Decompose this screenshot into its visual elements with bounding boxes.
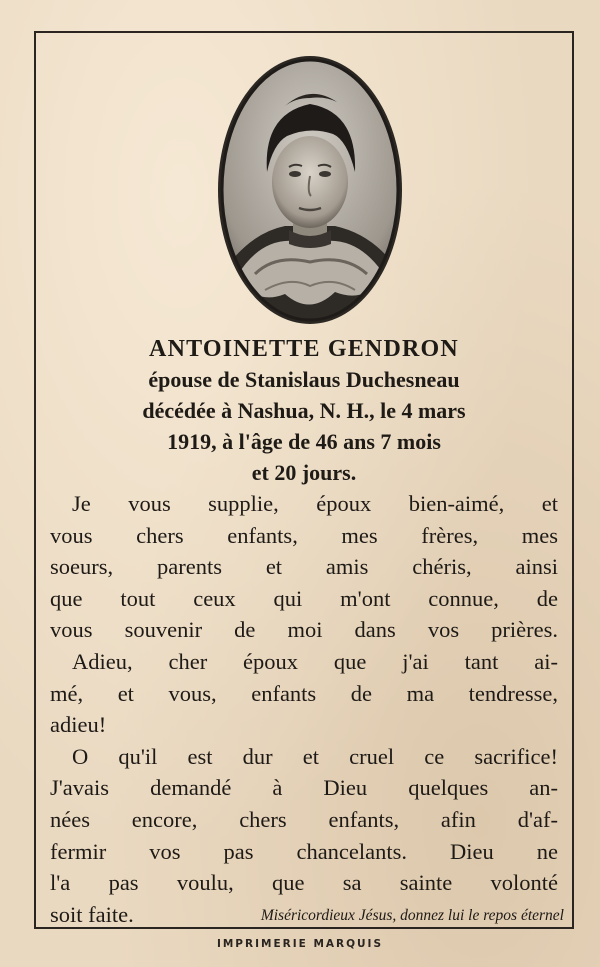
text-line: vous chers enfants, mes frères, mes bbox=[50, 522, 558, 548]
text-line: Je vous supplie, époux bien-aimé, et bbox=[72, 491, 558, 516]
farewell-paragraph bbox=[50, 488, 558, 646]
heading-line: et 20 jours. bbox=[251, 460, 357, 485]
text-line: vous souvenir de moi dans vos prières. bbox=[50, 617, 558, 643]
heading-line: 1919, à l'âge de 46 ans 7 mois bbox=[167, 429, 441, 454]
heading-line: décédée à Nashua, N. H., le 4 mars bbox=[142, 398, 466, 423]
heading-line: épouse de Stanislaus Duchesneau bbox=[148, 367, 460, 392]
text-line: J'avais demandé à Dieu quelques an- bbox=[50, 775, 558, 801]
text-line: l'a pas voulu, que sa sainte volonté bbox=[50, 870, 558, 896]
text-line: fermir vos pas chancelants. Dieu ne bbox=[50, 838, 558, 864]
text-line: mé, et vous, enfants de ma tendresse, bbox=[50, 680, 558, 706]
closing-prayer: Miséricordieux Jésus, donnez lui le repos éternel bbox=[260, 907, 564, 924]
text-line: adieu! bbox=[50, 712, 107, 738]
deceased-name: ANTOINETTE GENDRON bbox=[149, 336, 459, 362]
portrait-photo bbox=[215, 54, 405, 326]
text-line: O qu'il est dur et cruel ce sacrifice! bbox=[72, 743, 558, 769]
printer-imprint: IMPRIMERIE MARQUIS bbox=[216, 938, 384, 950]
farewell-paragraph bbox=[50, 646, 558, 741]
text-line: soeurs, parents et amis chéris, ainsi bbox=[50, 554, 558, 580]
text-line: Adieu, cher époux que j'ai tant ai- bbox=[72, 648, 558, 674]
farewell-text bbox=[50, 488, 558, 930]
text-line: que tout ceux qui m'ont connue, de bbox=[50, 585, 558, 611]
obituary-heading bbox=[44, 334, 564, 488]
text-line: soit faite. bbox=[50, 901, 134, 927]
farewell-paragraph bbox=[50, 741, 558, 931]
text-line: nées encore, chers enfants, afin d'af- bbox=[50, 806, 558, 832]
